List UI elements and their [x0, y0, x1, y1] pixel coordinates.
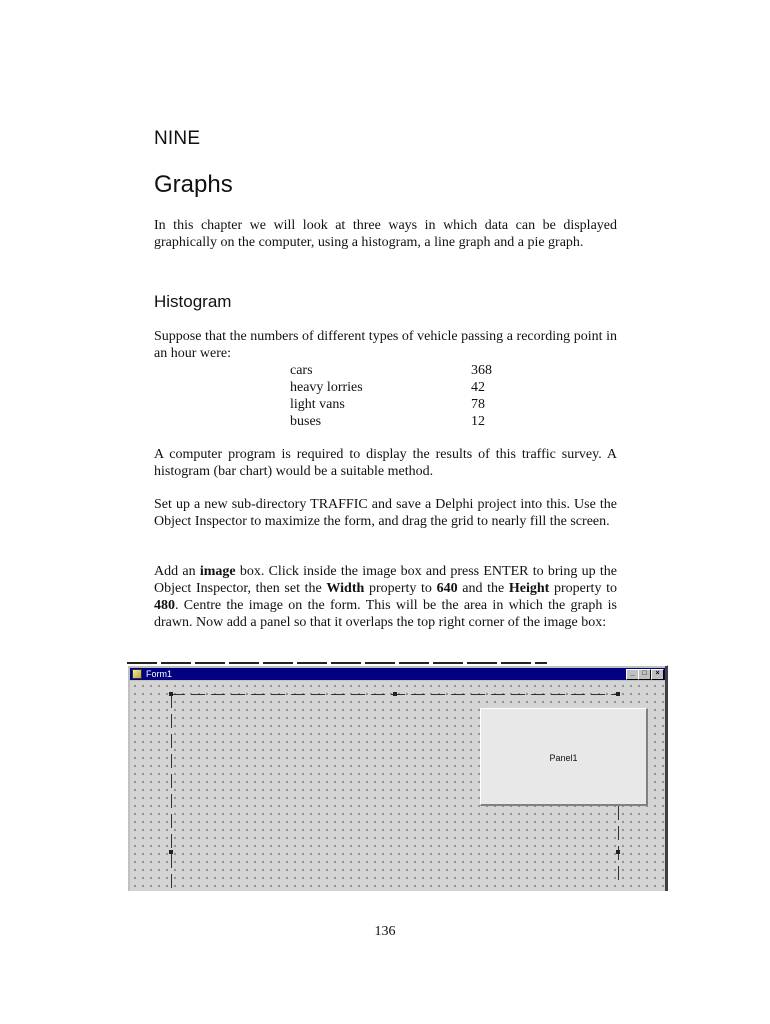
form-titlebar[interactable] [130, 668, 665, 680]
text-run: box. Click inside the image box and press ENTER to bring up the Object Inspector, then set the [154, 564, 618, 596]
app-icon[interactable] [132, 669, 142, 679]
setup-paragraph: Set up a new sub-directory TRAFFIC and save a Delphi project into this. Use the Object Inspector to maximize the form, and drag the grid to nearly fill the screen. [154, 497, 617, 529]
vehicle-type: heavy lorries [290, 380, 363, 395]
form-design-grid[interactable] [130, 681, 665, 891]
bold-term: Height [508, 581, 550, 596]
text-run: . Centre the image on the form. This will be the area in which the graph is drawn. Now add a panel so that it overlaps the top right corner of the image box: [154, 598, 617, 630]
screenshot-crop-edge [127, 662, 547, 664]
minimize-button[interactable]: _ [626, 669, 639, 680]
window-title: Form1 [146, 669, 173, 679]
text-run: property to [549, 581, 617, 596]
vehicle-type: buses [290, 414, 322, 429]
vehicle-type: cars [290, 363, 313, 378]
bold-term: Width [326, 581, 365, 596]
panel-caption: Panel1 [549, 753, 578, 763]
vehicle-count: 368 [471, 363, 492, 378]
program-paragraph: A computer program is required to display the results of this traffic survey. A histogram (bar chart) would be a suitable method. [154, 447, 617, 479]
close-button[interactable]: × [651, 669, 664, 680]
section-title: Histogram [154, 292, 232, 311]
vehicle-count: 42 [471, 380, 485, 395]
image-instructions-paragraph [154, 563, 617, 631]
maximize-button[interactable]: □ [638, 669, 651, 680]
panel1[interactable] [480, 708, 648, 806]
selection-handle[interactable] [616, 692, 620, 696]
text-run: property to [364, 581, 437, 596]
bold-term: 480 [154, 598, 175, 613]
window-border [665, 666, 667, 891]
page-number: 136 [374, 924, 396, 939]
vehicle-type: light vans [290, 397, 345, 412]
form-window [127, 665, 668, 891]
text-run: and the [457, 581, 509, 596]
selection-handle[interactable] [393, 692, 397, 696]
selection-handle[interactable] [616, 850, 620, 854]
image-box-right-edge [618, 806, 619, 886]
vehicle-count: 12 [471, 414, 485, 429]
chapter-title: Graphs [154, 171, 233, 198]
survey-intro-paragraph: Suppose that the numbers of different types of vehicle passing a recording point in an hour were: [154, 329, 617, 361]
intro-paragraph: In this chapter we will look at three ways in which data can be displayed graphically on the computer, using a histogram, a line graph and a pie graph. [154, 218, 617, 250]
selection-handle[interactable] [169, 850, 173, 854]
chapter-number: NINE [154, 128, 201, 149]
delphi-form-screenshot [127, 662, 669, 891]
bold-term: image [199, 564, 236, 579]
selection-handle[interactable] [169, 692, 173, 696]
bold-term: 640 [436, 581, 458, 596]
image-box-left-edge [171, 694, 172, 891]
text-run: Add an [154, 564, 200, 579]
vehicle-count: 78 [471, 397, 485, 412]
